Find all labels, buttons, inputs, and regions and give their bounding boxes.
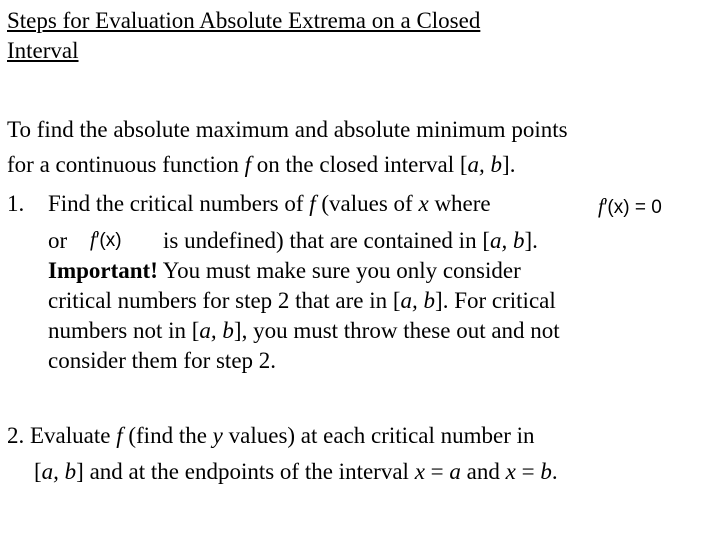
step2-text-b1: [: [34, 459, 42, 484]
step1-line-2: [163, 226, 538, 256]
step2-line-2: [34, 457, 558, 487]
step1-f: f: [309, 191, 316, 216]
intro-f: f: [244, 152, 252, 177]
step2-y: y: [212, 423, 223, 448]
step1-line-1: [48, 189, 491, 219]
page-title: [7, 6, 480, 66]
step1-line-5: [48, 316, 560, 346]
step2-text-a3: values) at each critical number in: [222, 423, 535, 448]
step1-line-3: [48, 256, 521, 286]
equation-derivative-zero: [598, 194, 662, 220]
step2-x1: x: [414, 459, 425, 484]
intro-line-2: [7, 150, 515, 180]
step1-text-e2: ], you must throw these out and not: [233, 318, 560, 343]
step1-number-text: 1.: [7, 191, 25, 216]
step1-interval-3: a, b: [199, 318, 234, 343]
step1-line-4: [48, 286, 556, 316]
step2-line-1: [7, 421, 535, 451]
step1-number: [7, 189, 24, 219]
eq2-rest: ′(x): [95, 230, 122, 251]
equation-derivative: [90, 227, 122, 253]
step2-f: f: [116, 423, 123, 448]
step1-interval-2: a, b: [400, 288, 436, 313]
step2-interval: a, b: [41, 459, 77, 484]
step1-text-b2: ].: [524, 228, 538, 253]
intro-line-1: [7, 115, 568, 145]
step2-text-a1: 2. Evaluate: [7, 423, 117, 448]
step1-text-b1: is undefined) that are contained in [: [163, 228, 490, 253]
intro-text-1: To find the absolute maximum and absolute minimum points: [7, 117, 568, 142]
step1-text-d2: ]. For critical: [435, 288, 556, 313]
step1-x: x: [418, 191, 429, 216]
title-line-2: Interval: [7, 38, 79, 63]
step2-eq1: =: [424, 459, 450, 484]
step1-text-a3: where: [428, 191, 491, 216]
step1-or-text: or: [48, 228, 68, 253]
intro-text-2a: for a continuous function: [7, 152, 245, 177]
step2-x2: x: [505, 459, 516, 484]
step1-text-a2: (values of: [315, 191, 419, 216]
eq2-f: f: [90, 227, 96, 251]
intro-text-2c: ].: [502, 152, 516, 177]
important-label: Important!: [48, 258, 158, 283]
step1-line-6: [48, 346, 276, 376]
step2-and: and: [460, 459, 506, 484]
intro-text-2b: on the closed interval [: [251, 152, 468, 177]
step2-eq2: =: [515, 459, 541, 484]
step2-end: .: [551, 459, 558, 484]
step1-or: [48, 226, 67, 256]
eq1-rest: ′(x) = 0: [603, 197, 662, 218]
step1-text-d1: critical numbers for step 2 that are in [: [48, 288, 401, 313]
step1-text-f1: consider them for step 2.: [48, 348, 277, 373]
eq1-f: f: [598, 194, 604, 218]
intro-interval: a, b: [467, 152, 503, 177]
step1-text-a1: Find the critical numbers of: [48, 191, 310, 216]
step2-b: b: [540, 459, 552, 484]
step1-interval-1: a, b: [490, 228, 525, 253]
step1-text-c1: You must make sure you only consider: [157, 258, 521, 283]
step2-text-a2: (find the: [122, 423, 213, 448]
step2-text-b2: ] and at the endpoints of the interval: [76, 459, 415, 484]
step2-a: a: [449, 459, 461, 484]
step1-text-e1: numbers not in [: [48, 318, 200, 343]
title-line-1: Steps for Evaluation Absolute Extrema on a Closed: [7, 8, 481, 33]
